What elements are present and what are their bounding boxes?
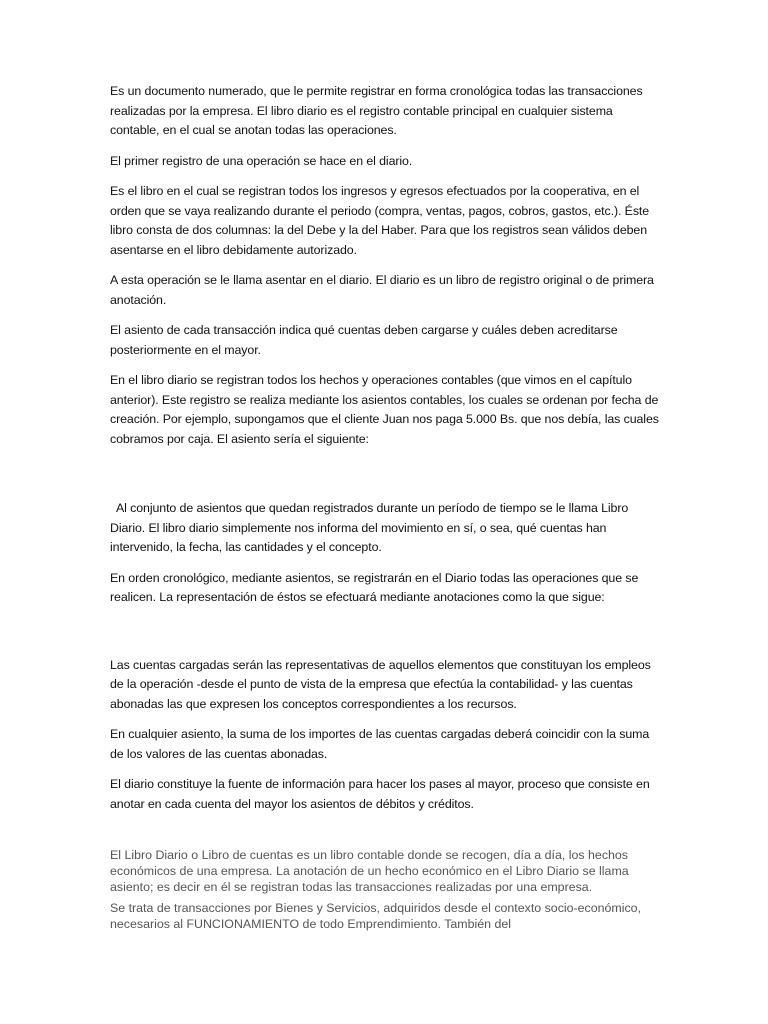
paragraph: Las cuentas cargadas serán las representativas de aquellos elementos que constituyan los empleos de la operación -desde el punto de vista de la empresa que efectúa la contabilidad- y las cuentas abonadas las que expresen los conceptos correspondientes a los recursos. bbox=[110, 657, 651, 711]
paragraph: En orden cronológico, mediante asientos, se registrarán en el Diario todas las operaciones que se realicen. La representación de éstos se efectuará mediante anotaciones como la que sigue: bbox=[110, 570, 639, 604]
paragraph: El diario constituye la fuente de información para hacer los pases al mayor, proceso que consiste en anotar en cada cuenta del mayor los asientos de débitos y créditos. bbox=[110, 777, 650, 811]
paragraph: A esta operación se le llama asentar en el diario. El diario es un libro de registro original o de primera anotación. bbox=[110, 273, 654, 307]
paragraph: Es el libro en el cual se registran todos los ingresos y egresos efectuados por la cooperativa, en el orden que se vaya realizando durante el periodo (compra, ventas, pagos, cobros, gastos, etc.). Éste libro consta de dos columnas: la del Debe y la del Haber. Para que los registros sean válidos deben asentarse en el libro debidamente autorizado. bbox=[110, 184, 650, 257]
paragraph: El primer registro de una operación se hace en el diario. bbox=[110, 153, 413, 168]
paragraph: El asiento de cada transacción indica qué cuentas deben cargarse y cuáles deben acreditarse posteriormente en el mayor. bbox=[110, 323, 618, 357]
paragraph: Al conjunto de asientos que quedan registrados durante un período de tiempo se le llama Libro Diario. El libro diario simplemente nos informa del movimiento en sí, o sea, qué cuentas han intervenido, la fecha, las cantidades y el concepto. bbox=[110, 501, 629, 554]
paragraph: En el libro diario se registran todos los hechos y operaciones contables (que vimos en el capítulo anterior). Este registro se realiza mediante los asientos contables, los cuales se ordenan por fecha de creación. Por ejemplo, supongamos que el cliente Juan nos paga 5.000 Bs. que nos debía, las cuales cobramos por caja. El asiento sería el siguiente: bbox=[110, 373, 659, 446]
gray-paragraph: El Libro Diario o Libro de cuentas es un libro contable donde se recogen, día a día, los hechos económicos de una empresa. La anotación de un hecho económico en el Libro Diario se llama asiento; es decir en él se registran todas las transacciones realizadas por una empresa. bbox=[110, 848, 629, 894]
gray-paragraph: Se trata de transacciones por Bienes y Servicios, adquiridos desde el contexto socio-económico, necesarios al FUNCIONAMIENTO de todo Emprendimiento. También del bbox=[110, 901, 642, 932]
paragraph: Es un documento numerado, que le permite registrar en forma cronológica todas las transacciones realizadas por la empresa. El libro diario es el registro contable principal en cualquier sistema contable, en el cual se anotan todas las operaciones. bbox=[110, 84, 643, 137]
paragraph: En cualquier asiento, la suma de los importes de las cuentas cargadas deberá coincidir con la suma de los valores de las cuentas abonadas. bbox=[110, 727, 650, 761]
document-page bbox=[110, 82, 662, 939]
